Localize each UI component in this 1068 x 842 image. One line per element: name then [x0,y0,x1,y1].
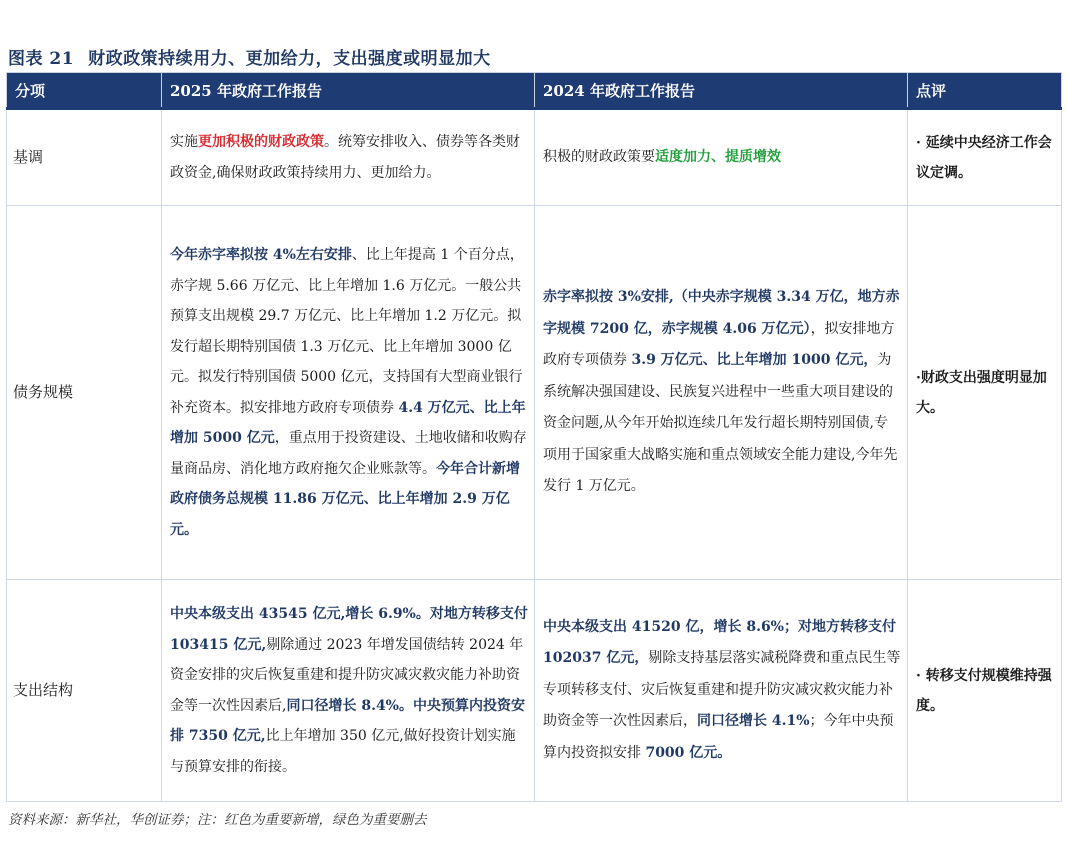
figure-title [8,44,491,69]
table-header-row [7,73,1062,109]
header-comment: 点评 [908,73,1062,109]
body-text: ；今年中央预算内投资拟安排 [543,713,894,761]
cell-comment: · 转移支付规模维持强度。 [908,580,1062,802]
policy-comparison-table [6,72,1062,802]
body-text: 剔除通过 2023 年增发国债结转 2024 年资金安排的灾后恢复重建和提升防灾减灾救灾能力补助资金等一次性因素后, [170,636,524,714]
highlighted-text: 中央本级支出 43545 亿元,增长 6.9%。对地方转移支付 103415 亿元, [170,606,528,653]
highlighted-text: 4.4 万亿元、比上年增加 5000 亿元 [170,399,526,446]
body-text: 比上年增加 350 亿元,做好投资计划实施与预算安排的衔接。 [170,728,516,775]
highlighted-text: 同口径增长 4.1% [697,713,810,730]
cell-comment: · 延续中央经济工作会议定调。 [908,109,1062,206]
header-2024-report: 2024 年政府工作报告 [535,73,908,109]
table-row [7,580,1062,802]
row-category: 债务规模 [7,206,162,580]
figure-number: 图表 21 [8,49,75,69]
figure-title-text: 财政政策持续用力、更加给力，支出强度或明显加大 [88,49,491,69]
cell-2024 [535,206,908,580]
body-text: 剔除支持基层落实减税降费和重点民生等专项转移支付、灾后恢复重建和提升防灾减灾救灾能力补助资金等一次性因素后， [543,650,901,730]
body-text: ，拟安排地方政府专项债券 [543,320,895,369]
cell-comment: ·财政支出强度明显加大。 [908,206,1062,580]
body-text: 、比上年提高 1 个百分点，赤字规 5.66 万亿元、比上年增加 1.6 万亿元。一般公共预算支出规模 29.7 万亿元、比上年增加 1.2 万亿元。拟发行超长期特别国债 1.3 万亿元、比上年增加 3000 亿元。拟发行特别国债 5000 亿元，支持国有大型商业银行补充资本。拟安排地方政府专项债券 [170,247,524,416]
highlighted-text: 3.9 万亿元、比上年增加 1000 亿元， [631,352,878,369]
highlighted-text: 今年赤字率拟按 4%左右安排 [170,247,352,263]
cell-2024 [535,109,908,206]
body-text: 实施 [170,134,198,150]
body-text: 积极的财政政策要 [543,148,655,165]
cell-2024 [535,580,908,802]
body-text: ，重点用于投资建设、土地收储和收购存量商品房、消化地方政府拖欠企业账款等。 [170,430,527,477]
highlighted-text: 赤字率拟按 3%安排,（中央赤字规模 3.34 万亿，地方赤字规模 7200 亿，赤字规模 4.06 万亿元） [543,289,900,337]
cell-2025 [162,580,535,802]
highlighted-text: 中央本级支出 41520 亿，增长 8.6%；对地方转移支付 102037 亿元， [543,618,896,667]
row-category: 基调 [7,109,162,206]
header-2025-report: 2025 年政府工作报告 [162,73,535,109]
highlighted-text: 同口径增长 8.4%。中央预算内投资安排 7350 亿元, [170,697,525,744]
cell-2025 [162,206,535,580]
body-text: 为系统解决强国建设、民族复兴进程中一些重大项目建设的资金问题,从今年开始拟连续几年发行超长期特别国债,专项用于国家重大战略实施和重点领域安全能力建设,今年先发行 1 万亿元。 [543,352,898,495]
highlighted-text: 适度加力、提质增效 [655,148,781,165]
table-row [7,109,1062,206]
source-note: 资料来源：新华社，华创证券；注：红色为重要新增，绿色为重要删去 [8,812,427,828]
table-row [7,206,1062,580]
row-category: 支出结构 [7,580,162,802]
cell-2025 [162,109,535,206]
header-category: 分项 [7,73,162,109]
body-text: 。统筹安排收入、债券等各类财政资金,确保财政政策持续用力、更加给力。 [170,134,520,181]
highlighted-text: 更加积极的财政政策 [198,134,324,150]
highlighted-text: 今年合计新增政府债务总规模 11.86 万亿元、比上年增加 2.9 万亿元。 [170,460,520,538]
highlighted-text: 7000 亿元。 [645,744,732,761]
